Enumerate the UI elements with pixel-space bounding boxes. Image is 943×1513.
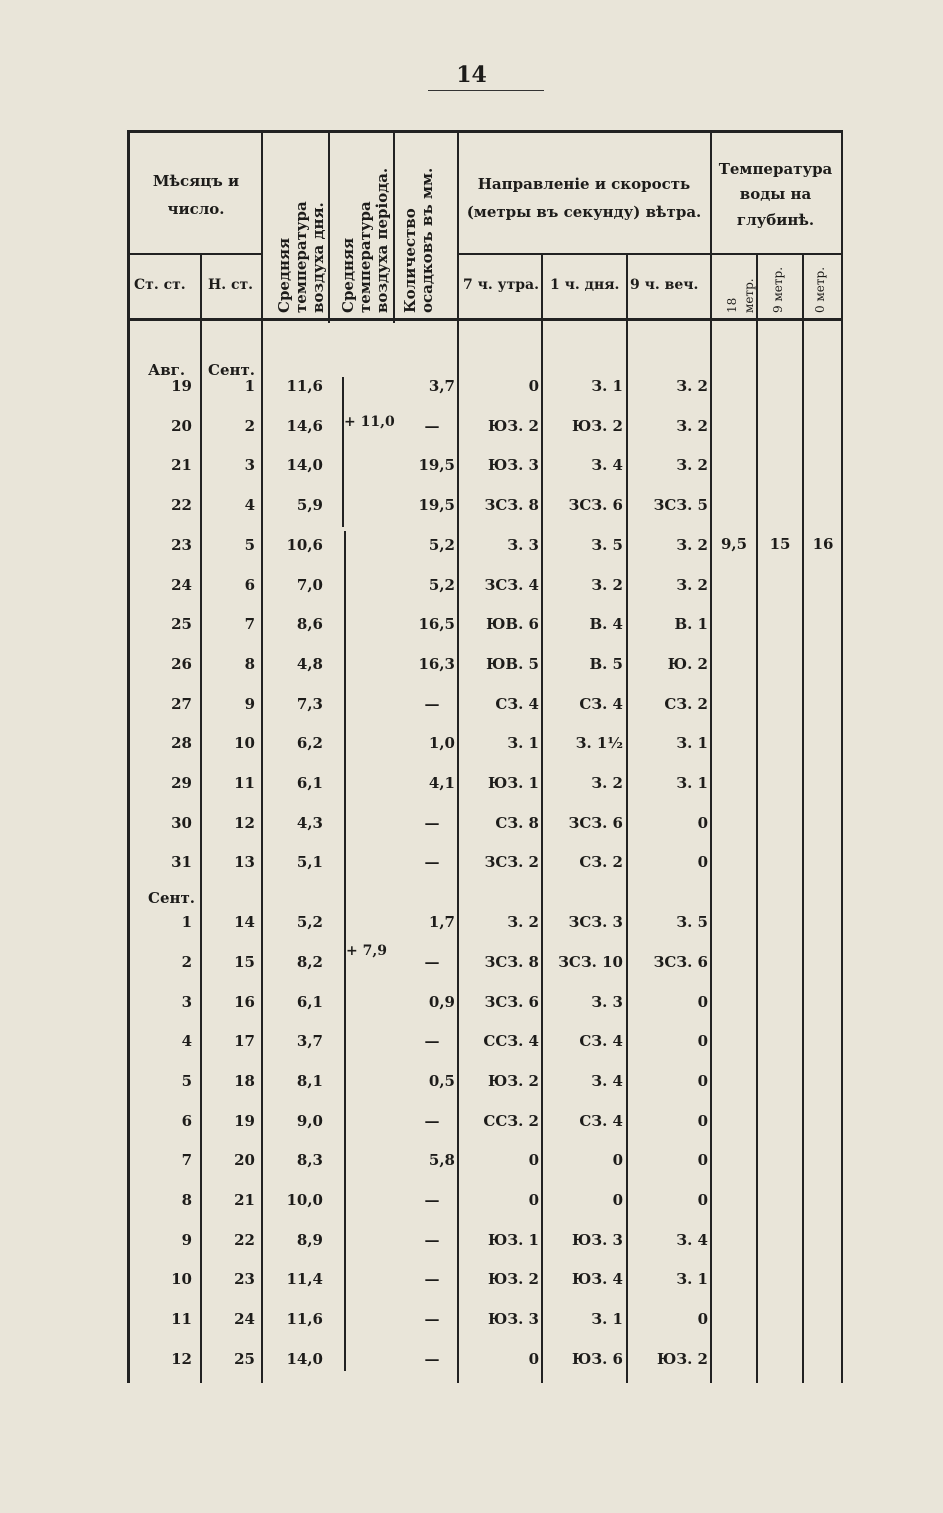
precip-value: — <box>424 416 440 435</box>
wind-day: З. 4 <box>591 456 623 475</box>
old-style-day: 22 <box>171 496 192 515</box>
wind-evening-header: 9 ч. веч. <box>630 277 699 293</box>
wind-day: ЮЗ. 2 <box>571 416 623 435</box>
new-style-day: 11 <box>234 774 255 792</box>
day-temp: 8,3 <box>296 1151 323 1170</box>
old-style-day: 12 <box>171 1349 192 1368</box>
precip-value: — <box>424 952 440 971</box>
depth-9-header: 9 метр. <box>771 266 785 313</box>
precip-value: — <box>424 1230 440 1249</box>
wind-morning: ССЗ. 4 <box>483 1032 539 1051</box>
new-style-day: 15 <box>234 952 255 971</box>
precip-value: 3,7 <box>428 377 455 395</box>
wind-morning: 0 <box>528 377 539 395</box>
day-temp: 14,0 <box>286 456 323 475</box>
wind-day: З. 5 <box>591 535 623 554</box>
weather-table <box>127 130 843 1383</box>
old-style-day: 4 <box>181 1032 192 1051</box>
wind-morning-header: 7 ч. утра. <box>463 277 539 293</box>
wind-day: В. 4 <box>589 615 623 634</box>
precip-value: — <box>424 813 440 832</box>
day-temp: 6,2 <box>296 734 323 753</box>
day-temp: 14,0 <box>286 1349 323 1368</box>
wind-evening: ЮЗ. 2 <box>656 1349 708 1368</box>
old-style-day: 24 <box>171 575 192 594</box>
wind-day: ЮЗ. 6 <box>571 1349 623 1368</box>
wind-day: СЗ. 4 <box>579 1032 623 1051</box>
water-temp-9: 15 <box>769 535 791 553</box>
old-style-day: 29 <box>171 774 192 792</box>
old-style-day: 27 <box>171 694 192 713</box>
precip-value: 0,9 <box>428 992 455 1011</box>
wind-day: ЮЗ. 3 <box>571 1230 623 1249</box>
precip-value: — <box>424 1032 440 1051</box>
new-style-day: 6 <box>244 575 255 594</box>
old-style-day: 11 <box>171 1310 192 1329</box>
wind-day: 0 <box>612 1191 623 1209</box>
wind-morning: ЮВ. 6 <box>486 615 539 634</box>
day-temp: 11,6 <box>286 1310 323 1329</box>
wind-evening: 0 <box>697 1151 708 1170</box>
day-temp: 3,7 <box>296 1032 323 1051</box>
new-style-day: 22 <box>234 1230 255 1249</box>
day-temp: 14,6 <box>286 416 323 435</box>
period-mean-2: + 7,9 <box>346 943 387 959</box>
day-temp: 10,6 <box>286 535 323 554</box>
header-bottom-rule <box>130 318 843 321</box>
new-style-day: 10 <box>234 734 255 753</box>
col-line <box>756 253 758 1383</box>
wind-morning: ЗСЗ. 8 <box>484 496 539 515</box>
day-temp: 7,3 <box>296 694 323 713</box>
day-temp: 7,0 <box>296 575 323 594</box>
day-temp: 10,0 <box>286 1191 323 1209</box>
new-style-day: 12 <box>234 813 255 832</box>
new-style-day: 21 <box>234 1191 255 1209</box>
precip-value: — <box>424 853 440 872</box>
wind-day: З. 2 <box>591 774 623 792</box>
col-line <box>328 133 330 323</box>
new-style-day: 1 <box>244 377 255 395</box>
old-style-day: 26 <box>171 654 192 673</box>
old-style-header: Ст. ст. <box>134 277 186 293</box>
wind-evening: З. 5 <box>676 913 708 932</box>
wind-morning: СЗ. 8 <box>495 813 539 832</box>
header-subrule <box>710 253 841 255</box>
old-style-day: 9 <box>181 1230 192 1249</box>
day-temp: 8,1 <box>296 1071 323 1090</box>
new-style-day: 2 <box>244 416 255 435</box>
precip-value: 19,5 <box>418 456 455 475</box>
day-temp: 11,6 <box>286 377 323 395</box>
wind-day: ЮЗ. 4 <box>571 1270 623 1289</box>
wind-day: СЗ. 2 <box>579 853 623 872</box>
water-temp-line3: глубинѣ. <box>736 210 815 229</box>
wind-day: З. 2 <box>591 575 623 594</box>
old-style-day: 28 <box>171 734 192 753</box>
wind-evening: З. 2 <box>676 535 708 554</box>
avg-period-temp-header: Средняя температура воздуха періода. <box>339 167 391 313</box>
old-style-day: 5 <box>181 1071 192 1090</box>
wind-morning: ЮЗ. 3 <box>487 1310 539 1329</box>
day-temp: 5,9 <box>296 496 323 515</box>
wind-day: ЗСЗ. 6 <box>568 496 623 515</box>
precip-value: 16,5 <box>418 615 455 634</box>
wind-header-line2: (метры въ секунду) вѣтра. <box>466 203 702 221</box>
wind-evening: 0 <box>697 1071 708 1090</box>
wind-day: З. 3 <box>591 992 623 1011</box>
old-style-day: 6 <box>181 1111 192 1130</box>
old-style-day: 25 <box>171 615 192 634</box>
wind-day: ЗСЗ. 3 <box>568 913 623 932</box>
page-number: 14 <box>456 62 487 88</box>
wind-morning: ЗСЗ. 2 <box>484 853 539 872</box>
wind-evening: 0 <box>697 813 708 832</box>
new-style-day: 25 <box>234 1349 255 1368</box>
col-line <box>802 253 804 1383</box>
wind-morning: 0 <box>528 1191 539 1209</box>
avg-day-temp-header: Средняя температура воздуха дня. <box>275 201 327 313</box>
wind-evening: З. 1 <box>676 1270 708 1289</box>
wind-morning: ЮЗ. 2 <box>487 1270 539 1289</box>
precip-value: — <box>424 1270 440 1289</box>
precip-value: 5,8 <box>428 1151 455 1170</box>
precip-value: 0,5 <box>428 1071 455 1090</box>
wind-morning: ЗСЗ. 4 <box>484 575 539 594</box>
new-style-day: 5 <box>244 535 255 554</box>
new-style-day: 8 <box>244 654 255 673</box>
old-style-day: 7 <box>181 1151 192 1170</box>
wind-morning: ЗСЗ. 8 <box>484 952 539 971</box>
precip-value: — <box>424 1111 440 1130</box>
wind-evening: З. 2 <box>676 575 708 594</box>
wind-evening: СЗ. 2 <box>664 694 708 713</box>
day-temp: 5,1 <box>296 853 323 872</box>
wind-evening: З. 4 <box>676 1230 708 1249</box>
wind-day: В. 5 <box>589 654 623 673</box>
precip-value: 5,2 <box>428 535 455 554</box>
header-subrule <box>457 253 710 255</box>
precip-value: — <box>424 1191 440 1209</box>
wind-evening: ЗСЗ. 6 <box>653 952 708 971</box>
day-temp: 11,4 <box>286 1270 323 1289</box>
depth-0-header: 0 метр. <box>813 266 827 313</box>
day-temp: 6,1 <box>296 992 323 1011</box>
wind-day: ЗСЗ. 10 <box>558 952 623 971</box>
wind-morning: ЗСЗ. 6 <box>484 992 539 1011</box>
day-temp: 6,1 <box>296 774 323 792</box>
precip-header: Количество осадковъ въ мм. <box>401 167 436 313</box>
wind-evening: З. 1 <box>676 774 708 792</box>
wind-morning: ЮЗ. 1 <box>487 774 539 792</box>
water-temp-line1: Температура <box>718 159 833 178</box>
wind-evening: ЗСЗ. 5 <box>653 496 708 515</box>
month-label-aug: Авг. <box>148 361 186 379</box>
old-style-day: 19 <box>171 377 192 395</box>
wind-evening: 0 <box>697 1111 708 1130</box>
day-temp: 5,2 <box>296 913 323 932</box>
wind-evening: З. 2 <box>676 456 708 475</box>
old-style-day: 30 <box>171 813 192 832</box>
wind-day: З. 4 <box>591 1071 623 1090</box>
old-style-day: 21 <box>171 456 192 475</box>
old-style-day: 1 <box>181 913 192 932</box>
precip-value: — <box>424 1349 440 1368</box>
page-number-rule <box>428 90 544 91</box>
wind-evening: В. 1 <box>674 615 708 634</box>
wind-evening: З. 2 <box>676 416 708 435</box>
wind-evening: З. 1 <box>676 734 708 753</box>
wind-evening: Ю. 2 <box>667 654 708 673</box>
period-brace <box>342 377 344 527</box>
precip-value: 16,3 <box>418 654 455 673</box>
wind-evening: 0 <box>697 853 708 872</box>
old-style-day: 3 <box>181 992 192 1011</box>
water-temp-line2: воды на <box>739 185 812 204</box>
wind-day: 0 <box>612 1151 623 1170</box>
precip-value: — <box>424 694 440 713</box>
wind-morning: СЗ. 4 <box>495 694 539 713</box>
wind-morning: З. 1 <box>507 734 539 753</box>
wind-morning: З. 3 <box>507 535 539 554</box>
old-style-day: 20 <box>171 416 192 435</box>
wind-evening: 0 <box>697 992 708 1011</box>
depth-18-header: 18 метр. <box>725 278 756 313</box>
wind-morning: 0 <box>528 1349 539 1368</box>
wind-evening: 0 <box>697 1310 708 1329</box>
new-style-day: 9 <box>244 694 255 713</box>
day-temp: 9,0 <box>296 1111 323 1130</box>
wind-day-header: 1 ч. дня. <box>550 277 620 293</box>
new-style-day: 23 <box>234 1270 255 1289</box>
col-line <box>393 133 395 323</box>
new-style-day: 3 <box>244 456 255 475</box>
wind-evening: 0 <box>697 1032 708 1051</box>
water-temp-0: 16 <box>812 535 834 553</box>
wind-evening: З. 2 <box>676 377 708 395</box>
wind-day: СЗ. 4 <box>579 694 623 713</box>
wind-morning: ЮЗ. 1 <box>487 1230 539 1249</box>
period-mean-1: + 11,0 <box>344 414 395 430</box>
wind-day: ЗСЗ. 6 <box>568 813 623 832</box>
day-temp: 8,6 <box>296 615 323 634</box>
wind-morning: З. 2 <box>507 913 539 932</box>
new-style-day: 14 <box>234 913 255 932</box>
wind-header <box>460 153 708 243</box>
wind-day: СЗ. 4 <box>579 1111 623 1130</box>
old-style-day: 2 <box>181 952 192 971</box>
precip-value: 4,1 <box>428 774 455 792</box>
precip-value: 5,2 <box>428 575 455 594</box>
precip-value: 1,0 <box>428 734 455 753</box>
precip-value: 19,5 <box>418 496 455 515</box>
old-style-day: 23 <box>171 535 192 554</box>
wind-header-line1: Направленіе и скорость <box>477 174 691 193</box>
precip-value: 1,7 <box>428 913 455 932</box>
header-subrule <box>130 253 261 255</box>
water-temp-header <box>712 145 839 245</box>
wind-morning: ЮВ. 5 <box>486 654 539 673</box>
new-style-day: 20 <box>234 1151 255 1170</box>
water-temp-18: 9,5 <box>720 535 748 553</box>
wind-morning: ЮЗ. 2 <box>487 1071 539 1090</box>
new-style-day: 19 <box>234 1111 255 1130</box>
month-label-sep-new: Сент. <box>208 361 255 379</box>
day-temp: 8,9 <box>296 1230 323 1249</box>
month-day-header: Мѣсяцъ и число. <box>152 171 240 218</box>
day-temp: 8,2 <box>296 952 323 971</box>
wind-day: З. 1½ <box>575 734 623 753</box>
new-style-day: 18 <box>234 1071 255 1090</box>
old-style-day: 31 <box>171 853 192 872</box>
new-style-header: Н. ст. <box>208 277 254 293</box>
wind-morning: 0 <box>528 1151 539 1170</box>
old-style-day: 10 <box>171 1270 192 1289</box>
day-temp: 4,3 <box>296 813 323 832</box>
new-style-day: 17 <box>234 1032 255 1051</box>
new-style-day: 4 <box>244 496 255 515</box>
new-style-day: 7 <box>244 615 255 634</box>
wind-day: З. 1 <box>591 377 623 395</box>
new-style-day: 24 <box>234 1310 255 1329</box>
month-label-sep-old: Сент. <box>148 889 195 907</box>
wind-morning: ССЗ. 2 <box>483 1111 539 1130</box>
wind-day: З. 1 <box>591 1310 623 1329</box>
new-style-day: 13 <box>234 853 255 872</box>
precip-value: — <box>424 1310 440 1329</box>
wind-morning: ЮЗ. 2 <box>487 416 539 435</box>
wind-morning: ЮЗ. 3 <box>487 456 539 475</box>
day-temp: 4,8 <box>296 654 323 673</box>
wind-evening: 0 <box>697 1191 708 1209</box>
new-style-day: 16 <box>234 992 255 1011</box>
old-style-day: 8 <box>181 1191 192 1209</box>
